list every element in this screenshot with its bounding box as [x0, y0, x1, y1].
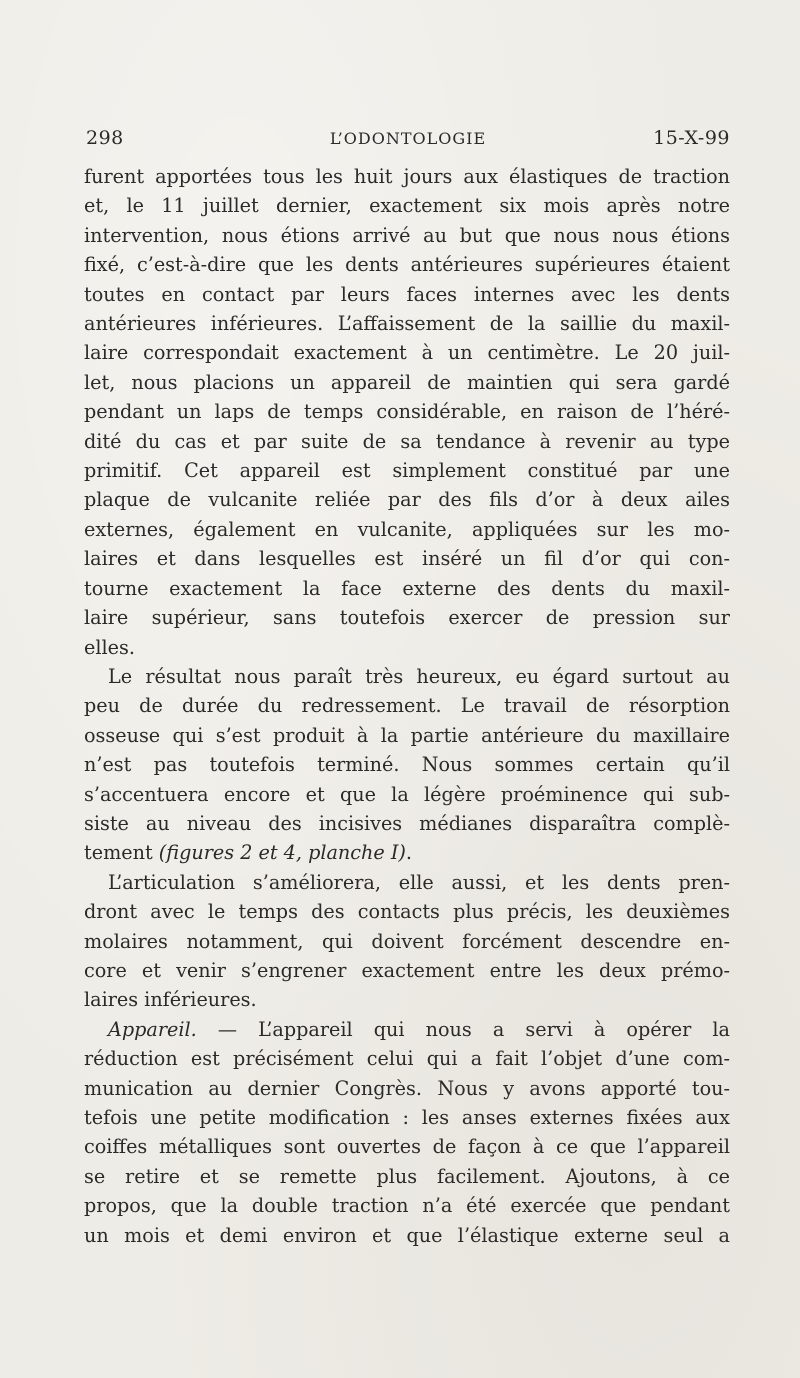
text-line: se retire et se remette plus facilement. Ajoutons, à ce — [84, 1164, 730, 1188]
text-line: fixé, c’est-à-dire que les dents antérieures supérieures étaient — [84, 253, 730, 277]
text-line: plaque de vulcanite reliée par des fils d’or à deux ailes — [84, 488, 730, 512]
text-line: et, le 11 juillet dernier, exactement six mois après notre — [84, 194, 730, 218]
text-line: primitif. Cet appareil est simplement constitué par une — [84, 459, 730, 483]
figure-reference: (figures 2 et 4, planche I) — [158, 841, 406, 865]
text-line: réduction est précisément celui qui a fait l’objet d’une com- — [84, 1047, 730, 1071]
text-line: propos, que la double traction n’a été exercée que pendant — [84, 1194, 730, 1218]
text-line: laires inférieures. — [84, 988, 257, 1012]
text-line: antérieures inférieures. L’affaissement de la saillie du maxil- — [84, 312, 730, 336]
text-line: L’articulation s’améliorera, elle aussi, et les dents pren- — [108, 870, 730, 894]
text-line: munication au dernier Congrès. Nous y avons apporté tou- — [84, 1076, 730, 1100]
body-text — [84, 162, 730, 1250]
text-line: s’accentuera encore et que la légère proéminence qui sub- — [84, 782, 730, 806]
running-title: L’ODONTOLOGIE — [329, 129, 487, 148]
text-line: n’est pas toutefois terminé. Nous sommes certain qu’il — [84, 753, 730, 777]
issue-date: 15-X-99 — [653, 127, 730, 149]
page-header — [86, 127, 730, 157]
text-line: pendant un laps de temps considérable, en raison de l’héré- — [84, 400, 730, 424]
text-line: coiffes métalliques sont ouvertes de façon à ce que l’appareil — [84, 1135, 730, 1159]
text-line: peu de durée du redressement. Le travail de résorption — [84, 694, 730, 718]
text-line: elles. — [84, 635, 135, 659]
run-in-heading: Appareil. — [108, 1017, 197, 1041]
page-number: 298 — [86, 127, 124, 149]
text-line: let, nous placions un appareil de maintien qui sera gardé — [84, 370, 730, 394]
text-line: externes, également en vulcanite, appliquées sur les mo- — [84, 517, 730, 541]
text-line: toutes en contact par leurs faces internes avec les dents — [84, 282, 730, 306]
text-line: siste au niveau des incisives médianes disparaîtra complè- — [84, 811, 730, 835]
text-line: tourne exactement la face externe des dents du maxil- — [84, 576, 730, 600]
text-line: molaires notamment, qui doivent forcément descendre en- — [84, 929, 730, 953]
text-line: un mois et demi environ et que l’élastique externe seul a — [84, 1223, 730, 1247]
text-line: tement (figures 2 et 4, planche I). — [84, 841, 413, 865]
text-line: core et venir s’engrener exactement entre les deux prémo- — [84, 958, 730, 982]
text-line: Le résultat nous paraît très heureux, eu égard surtout au — [108, 664, 730, 688]
text-line: intervention, nous étions arrivé au but que nous nous étions — [84, 223, 730, 247]
text-line: laires et dans lesquelles est inséré un fil d’or qui con- — [84, 547, 730, 571]
text-line: dité du cas et par suite de sa tendance à revenir au type — [84, 429, 730, 453]
text-line: Appareil. — L’appareil qui nous a servi à opérer la — [108, 1017, 730, 1041]
text-line: furent apportées tous les huit jours aux élastiques de traction — [84, 165, 730, 188]
text-line: laire supérieur, sans toutefois exercer de pression sur — [84, 606, 730, 630]
text-line: dront avec le temps des contacts plus précis, les deuxièmes — [84, 900, 730, 924]
text-line: laire correspondait exactement à un centimètre. Le 20 juil- — [84, 341, 730, 365]
text-line: osseuse qui s’est produit à la partie antérieure du maxillaire — [84, 723, 730, 747]
text-line: tefois une petite modification : les anses externes fixées aux — [84, 1106, 730, 1129]
